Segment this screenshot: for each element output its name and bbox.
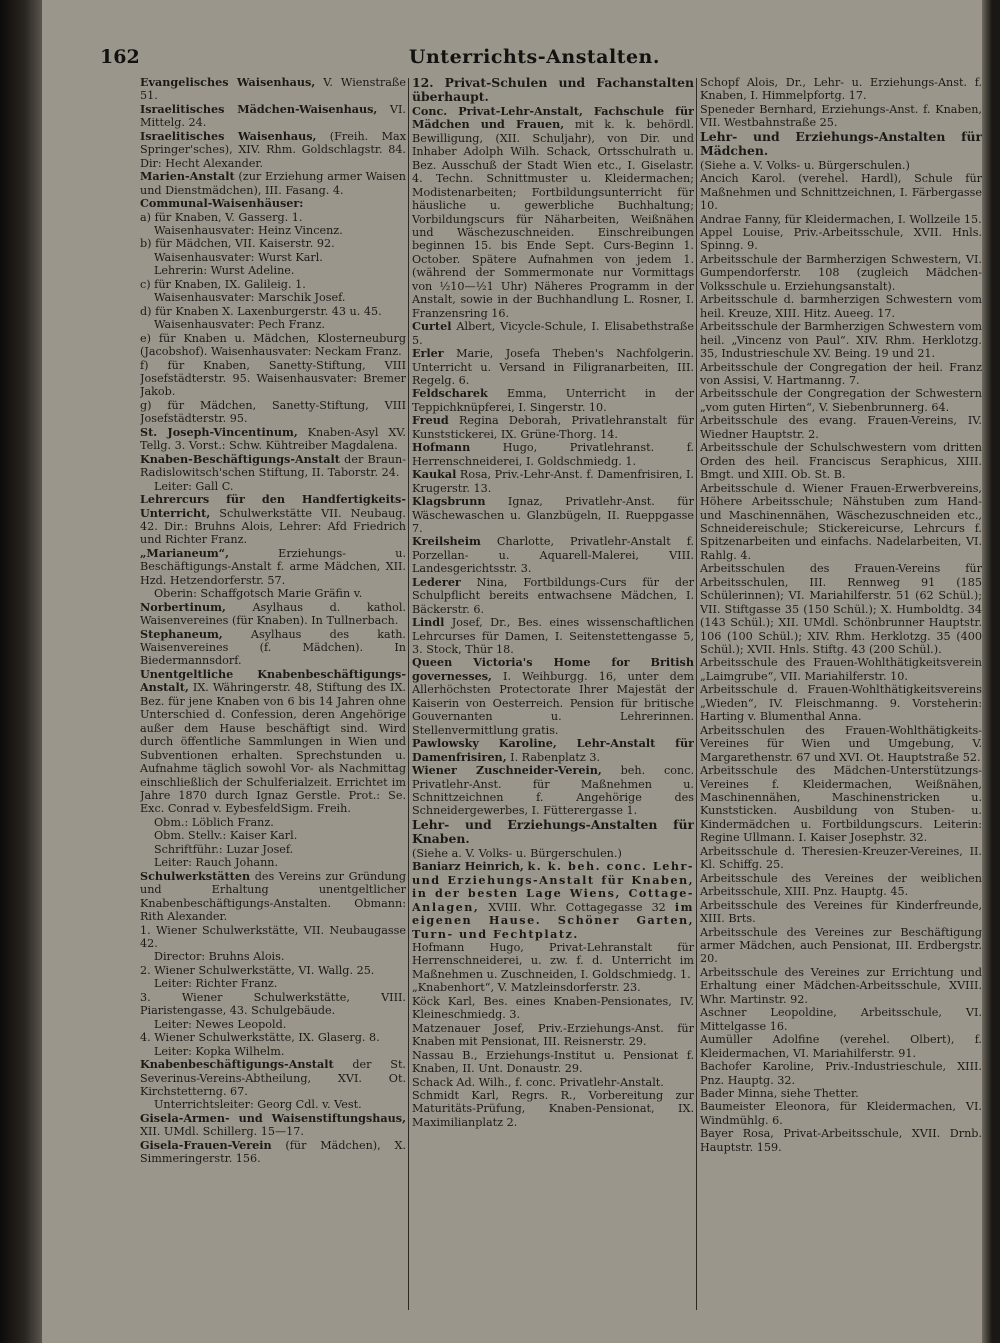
directory-entry: Nassau B., Erziehungs-Institut u. Pensionat f. Knaben, II. Unt. Donaustr. 29. <box>412 1048 694 1076</box>
directory-entry: St. Joseph-Vincentinum, Knaben-Asyl XV. Tellg. 3. Vorst.: Schw. Kühtreiber Magdalena. <box>140 424 406 453</box>
directory-entry: Arbeitsschule d. Frauen-Wohlthätigkeitsvereins „Wieden“, IV. Fleischmanng. 9. Vorsteherin: Harting v. Blumenthal Anna. <box>700 683 982 724</box>
directory-entry: d) für Knaben X. Laxenburgerstr. 43 u. 45. <box>140 304 382 318</box>
directory-entry: Speneder Bernhard, Erziehungs-Anst. f. Knaben, VII. Westbahnstraße 25. <box>700 102 982 130</box>
directory-entry: Israelitisches Mädchen-Waisenhaus, VI. Mittelg. 24. <box>140 101 406 130</box>
directory-entry: Arbeitsschule des Frauen-Wohlthätigkeitsverein „Laimgrube“, VII. Mariahilferstr. 10. <box>700 656 982 683</box>
directory-entry: Kreilsheim Charlotte, Privatlehr-Anstalt f. Porzellan- u. Aquarell-Malerei, VIII. Landesgerichtsstr. 3. <box>412 534 694 576</box>
directory-entry: Gisela-Frauen-Verein (für Mädchen), X. Simmeringerstr. 156. <box>140 1137 406 1166</box>
directory-entry: Schmidt Karl, Regrs. R., Vorbereitung zur Maturitäts-Prüfung, Knaben-Pensionat, IX. Maximilianplatz 2. <box>412 1088 694 1129</box>
column-2 <box>412 76 694 1316</box>
directory-entry: a) für Knaben, V. Gasserg. 1. <box>140 210 303 224</box>
page-edge <box>982 0 992 1343</box>
directory-entry: Arbeitsschule der Barmherzigen Schwestern vom heil. „Vincenz von Paul“. XIV. Rhm. Herklotzg. 35, Industrieschule XV. Being. 19 und 21. <box>700 320 982 361</box>
directory-entry: Waisenhausvater: Wurst Karl. <box>154 250 323 264</box>
directory-entry: Bachofer Karoline, Priv.-Industrieschule, XIII. Pnz. Hauptg. 32. <box>700 1060 982 1087</box>
directory-entry: Kaukal Rosa, Priv.-Lehr-Anst. f. Damenfrisiren, I. Krugerstr. 13. <box>412 467 694 495</box>
directory-entry: Leiter: Newes Leopold. <box>154 1017 287 1031</box>
directory-entry: Communal-Waisenhäuser: <box>140 196 304 211</box>
directory-entry: b) für Mädchen, VII. Kaiserstr. 92. <box>140 237 335 251</box>
page-number: 162 <box>100 46 140 68</box>
page-header <box>100 46 660 76</box>
directory-entry: Schriftführ.: Luzar Josef. <box>154 842 294 856</box>
directory-entry: Waisenhausvater: Heinz Vincenz. <box>154 223 343 237</box>
directory-entry: Leiter: Gall C. <box>154 479 234 493</box>
directory-entry: Andrae Fanny, für Kleidermachen, I. Wollzeile 15. <box>700 212 982 226</box>
directory-entry: Pawlowsky Karoline, Lehr-Anstalt für Damenfrisiren, I. Rabenplatz 3. <box>412 736 694 764</box>
directory-entry: Oberin: Schaffgotsch Marie Gräfin v. <box>154 587 363 601</box>
directory-entry: Schopf Alois, Dr., Lehr- u. Erziehungs-Anst. f. Knaben, I. Himmelpfortg. 17. <box>700 76 982 103</box>
directory-entry: Israelitisches Waisenhaus, (Freih. Max Springer'sches), XIV. Rhm. Goldschlagstr. 84. Dir: Hecht Alexander. <box>140 128 406 170</box>
directory-entry: Arbeitsschule d. barmherzigen Schwestern vom heil. Kreuze, XIII. Hitz. Aueeg. 17. <box>700 293 982 320</box>
directory-entry: 12. Privat-Schulen und Fachanstalten überhaupt. <box>412 76 694 105</box>
directory-entry: Arbeitsschule der Congregation der Schwestern „vom guten Hirten“, V. Siebenbrunnerg. 64. <box>700 387 982 414</box>
directory-entry: Waisenhausvater: Pech Franz. <box>154 318 326 332</box>
directory-entry: Hofmann Hugo, Privat-Lehranstalt für Herrenschneiderei, u. zw. f. d. Unterricht im Maßnehmen u. Zuschneiden, I. Goldschmiedg. 1. <box>412 941 694 981</box>
directory-entry: „Marianeum“, Erziehungs- u. Beschäftigungs-Anstalt f. arme Mädchen, XII. Hzd. Hetzendorferstr. 57. <box>140 545 406 587</box>
directory-entry: Arbeitsschule der Schulschwestern vom dritten Orden des heil. Franciscus Seraphicus, XIII. Bmgt. und XIII. Ob. St. B. <box>700 441 982 482</box>
directory-entry: c) für Knaben, IX. Galileig. 1. <box>140 277 306 291</box>
directory-entry: Arbeitsschule des Vereines zur Errichtung und Erhaltung einer Mädchen-Arbeitsschule, XVIII. Whr. Martinstr. 92. <box>700 965 982 1006</box>
column-divider <box>408 78 409 1310</box>
directory-entry: Erler Marie, Josefa Theben's Nachfolgerin. Unterricht u. Versand in Filigranarbeiten, III. Regelg. 6. <box>412 346 694 387</box>
directory-entry: g) für Mädchen, Sanetty-Stiftung, VIII Josefstädterstr. 95. <box>140 398 406 426</box>
directory-entry: 4. Wiener Schulwerkstätte, IX. Glaserg. 8. <box>140 1031 380 1045</box>
directory-entry: (Siehe a. V. Volks- u. Bürgerschulen.) <box>700 158 910 172</box>
directory-entry: Hofmann Hugo, Privatlehranst. f. Herrenschneiderei, I. Goldschmiedg. 1. <box>412 440 694 468</box>
column-divider <box>696 78 697 1310</box>
directory-entry: Stephaneum, Asylhaus des kath. Waisenvereines (f. Mädchen). In Biedermannsdorf. <box>140 626 406 668</box>
directory-entry: Evangelisches Waisenhaus, V. Wienstraße 51. <box>140 76 406 103</box>
directory-entry: Köck Karl, Bes. eines Knaben-Pensionates, IV. Kleineschmiedg. 3. <box>412 994 694 1022</box>
directory-entry: f) für Knaben, Sanetty-Stiftung, VIII Josefstädterstr. 95. Waisenhausvater: Bremer Jakob. <box>140 358 406 399</box>
directory-entry: Arbeitsschule des Vereines zur Beschäftigung armer Mädchen, auch Pensionat, III. Erdbergstr. 20. <box>700 925 982 966</box>
column-1 <box>140 76 406 1316</box>
directory-entry: 3. Wiener Schulwerkstätte, VIII. Piaristengasse, 43. Schulgebäude. <box>140 990 406 1018</box>
directory-entry: Curtel Albert, Vicycle-Schule, I. Elisabethstraße 5. <box>412 319 694 347</box>
directory-entry: Arbeitsschule der Barmherzigen Schwestern, VI. Gumpendorferstr. 108 (zugleich Mädchen-Volksschule u. Erziehungsanstalt). <box>700 252 982 293</box>
column-3 <box>700 76 982 1316</box>
directory-entry: Arbeitsschule des Mädchen-Unterstützungs-Vereines f. Kleidermachen, Weißnähen, Maschinennähen, Maschinenstricken u. Kunststicken. Ausbildung von Stuben- u. Kindermädchen u. Fortbildungscurs. Leiterin: Regine Ullmann. I. Kaiser Josephstr. 32. <box>700 764 982 845</box>
directory-entry: Aschner Leopoldine, Arbeitsschule, VI. Mittelgasse 16. <box>700 1006 982 1033</box>
directory-entry: Bader Minna, siehe Thetter. <box>700 1086 859 1100</box>
directory-entry: Lehrerin: Wurst Adeline. <box>154 264 295 278</box>
directory-entry: Arbeitsschule des Vereines der weiblichen Arbeitsschule, XIII. Pnz. Hauptg. 45. <box>700 871 982 899</box>
directory-entry: Marien-Anstalt (zur Erziehung armer Waisen und Dienstmädchen), III. Fasang. 4. <box>140 169 406 197</box>
directory-entry: Knabenbeschäftigungs-Anstalt der St. Severinus-Vereins-Abtheilung, XVI. Ot. Kirchstetterng. 67. <box>140 1057 406 1098</box>
directory-entry: e) für Knaben u. Mädchen, Klosterneuburg (Jacobshof). Waisenhausvater: Neckam Franz. <box>140 331 406 359</box>
directory-entry: Lehr- und Erziehungs-Anstalten für Mädchen. <box>700 128 982 159</box>
directory-entry: Arbeitsschule des Vereines für Kinderfreunde, XIII. Brts. <box>700 898 982 926</box>
directory-entry: Queen Victoria's Home for British governesses, I. Weihburgg. 16, unter dem Allerhöchsten Protectorate Ihrer Majestät der Kaiserin von Oesterreich. Pension für britische Gouvernanten u. Lehrerinnen. Stellenvermittlung gratis. <box>412 655 694 737</box>
directory-entry: Unentgeltliche Knabenbeschäftigungs-Anstalt, IX. Währingerstr. 48, Stiftung des IX. Bez. für jene Knaben von 6 bis 14 Jahren ohne Unterschied d. Confession, deren Angehörige außer dem Hause beschäftigt sind. Wird durch öffentliche Sammlungen in Wien und Subventionen erhalten. Sprechstunden u. Aufnahme täglich sowohl Vor- als Nachmittag einschließlich der Schulferialzeit. Errichtet im Jahre 1870 durch Ignaz Gerstle. Prot.: Se. Exc. Conrad v. EybesfeldSigm. Freih. <box>140 666 406 816</box>
directory-entry: Matzenauer Josef, Priv.-Erziehungs-Anst. für Knaben mit Pensionat, III. Reisnerstr. 29. <box>412 1021 694 1049</box>
directory-entry: Wiener Zuschneider-Verein, beh. conc. Privatlehr-Anst. für Maßnehmen u. Schnittzeichnen f. Angehörige des Schneidergewerbes, I. Fütterergasse 1. <box>412 763 694 818</box>
directory-entry: Lindl Josef, Dr., Bes. eines wissenschaftlichen Lehrcurses für Damen, I. Seitenstettengasse 5, 3. Stock, Thür 18. <box>412 615 694 657</box>
directory-entry: Leiter: Kopka Wilhelm. <box>154 1044 285 1058</box>
directory-entry: Schack Ad. Wilh., f. conc. Privatlehr-Anstalt. <box>412 1075 664 1089</box>
directory-entry: Gisela-Armen- und Waisenstiftungshaus, XII. UMdl. Schillerg. 15—17. <box>140 1110 406 1139</box>
directory-entry: Feldscharek Emma, Unterricht in der Teppichknüpferei, I. Singerstr. 10. <box>412 386 694 414</box>
directory-entry: Arbeitsschule d. Wiener Frauen-Erwerbvereins, Höhere Arbeitsschule; Nähstuben zum Hand- und Maschinennähen, Wäschezuschneiden etc., Schneidereischule; Stickereicurse, Lehrcurs f. Spitzenarbeiten und einfachs. Nadelarbeiten, VI. Rahlg. 4. <box>700 481 982 562</box>
directory-entry: Aumüller Adolfine (verehel. Olbert), f. Kleidermachen, VI. Mariahilferstr. 91. <box>700 1033 982 1060</box>
directory-entry: Unterrichtsleiter: Georg Cdl. v. Vest. <box>154 1098 362 1112</box>
directory-entry: Ancich Karol. (verehel. Hardl), Schule für Maßnehmen und Schnittzeichnen, I. Färbergasse 10. <box>700 172 982 213</box>
directory-entry: Appel Louise, Priv.-Arbeitsschule, XVII. Hnls. Spinng. 9. <box>700 225 982 253</box>
directory-entry: Obm. Stellv.: Kaiser Karl. <box>154 829 298 843</box>
directory-entry: Arbeitsschule der Congregation der heil. Franz von Assisi, V. Hartmanng. 7. <box>700 360 982 387</box>
directory-entry: Director: Bruhns Alois. <box>154 950 285 964</box>
directory-entry: Arbeitsschule d. Theresien-Kreuzer-Vereines, II. Kl. Schiffg. 25. <box>700 844 982 872</box>
running-head: Unterrichts-Anstalten. <box>408 46 660 68</box>
directory-entry: 2. Wiener Schulwerkstätte, VI. Wallg. 25. <box>140 963 375 977</box>
directory-entry: Knaben-Beschäftigungs-Anstalt der Braun-Radislowitsch'schen Stiftung, II. Taborstr. 24. <box>140 451 406 480</box>
directory-entry: (Siehe a. V. Volks- u. Bürgerschulen.) <box>412 846 622 860</box>
directory-entry: Lederer Nina, Fortbildungs-Curs für der Schulpflicht bereits entwachsene Mädchen, I. Bäckerstr. 6. <box>412 574 694 616</box>
directory-entry: Arbeitsschule des evang. Frauen-Vereins, IV. Wiedner Hauptstr. 2. <box>700 414 982 441</box>
directory-entry: Leiter: Rauch Johann. <box>154 856 279 870</box>
directory-entry: Baniarz Heinrich, k. k. beh. conc. Lehr- und Erziehungs-Anstalt für Knaben, in der besten Lage Wiens, Cottage-Anlagen, XVIII. Whr. Cottagegasse 32 im eigenen Hause. Schöner Garten, Turn- und Fechtplatz. <box>412 859 694 941</box>
directory-entry: Baumeister Eleonora, für Kleidermachen, VI. Windmühlg. 6. <box>700 1100 982 1127</box>
directory-entry: Klagsbrunn Ignaz, Privatlehr-Anst. für Wäschewaschen u. Glanzbügeln, II. Rueppgasse 7. <box>412 494 694 535</box>
directory-entry: Lehrercurs für den Handfertigkeits-Unterricht, Schulwerkstätte VII. Neubaug. 42. Dir.: Bruhns Alois, Lehrer: Afd Friedrich und Richter Franz. <box>140 492 406 547</box>
directory-entry: „Knabenhort“, V. Matzleinsdorferstr. 23. <box>412 981 641 995</box>
directory-entry: Norbertinum, Asylhaus d. kathol. Waisenvereines (für Knaben). In Tullnerbach. <box>140 599 406 628</box>
directory-entry: Leiter: Richter Franz. <box>154 977 278 991</box>
directory-entry: Conc. Privat-Lehr-Anstalt, Fachschule für Mädchen und Frauen, mit k. k. behördl. Bewilligung, (XII. Schuljahr), von Dir. und Inhaber Adolph Wilh. Schack, Ortsschulrath u. Bez. Ausschuß der Stadt Wien etc., I. Giselastr. 4. Techn. Schnittmuster u. Kleidermachen; Modistenarbeiten; Fortbildungsunterricht für häusliche u. gewerbliche Buchhaltung; Vorbildungscurs für Näharbeiten, Weißnähen und Wäschezuschneiden. Einschreibungen beginnen 15. bis Ende Sept. Curs-Beginn 1. October. Spätere Aufnahmen von jedem 1. (während der Sommermonate nur Vormittags von ½10—½1 Uhr) Näheres Programm in der Anstalt, sowie in der Buchhandlung L. Rosner, I. Franzensring 16. <box>412 103 694 320</box>
directory-entry: Bayer Rosa, Privat-Arbeitsschule, XVII. Drnb. Hauptstr. 159. <box>700 1127 982 1154</box>
directory-entry: Schulwerkstätten des Vereins zur Gründung und Erhaltung unentgeltlicher Knabenbeschäftigungs-Anstalten. Obmann: Rith Alexander. <box>140 868 406 924</box>
directory-entry: Obm.: Löblich Franz. <box>154 815 274 829</box>
book-gutter <box>0 0 42 1343</box>
directory-entry: Lehr- und Erziehungs-Anstalten für Knaben. <box>412 816 694 847</box>
directory-entry: Arbeitsschulen des Frauen-Vereins für Arbeitsschulen, III. Rennweg 91 (185 Schülerinnen); VI. Mariahilferstr. 51 (62 Schül.); VII. Stiftgasse 35 (150 Schül.); X. Humboldtg. 34 (143 Schül.); XII. UMdl. Schönbrunner Hauptstr. 106 (100 Schül.); XIV. Rhm. Herklotzg. 35 (400 Schül.); XVII. Hnls. Stiftg. 43 (200 Schül.). <box>700 562 982 657</box>
directory-entry: 1. Wiener Schulwerkstätte, VII. Neubaugasse 42. <box>140 923 406 950</box>
directory-entry: Waisenhausvater: Marschik Josef. <box>154 291 346 305</box>
directory-entry: Arbeitsschulen des Frauen-Wohlthätigkeits-Vereines für Wien und Umgebung, V. Margarethenstr. 67 und XVI. Ot. Hauptstraße 52. <box>700 723 982 764</box>
directory-entry: Freud Regina Deborah, Privatlehranstalt für Kunststickerei, IX. Grüne-Thorg. 14. <box>412 413 694 441</box>
